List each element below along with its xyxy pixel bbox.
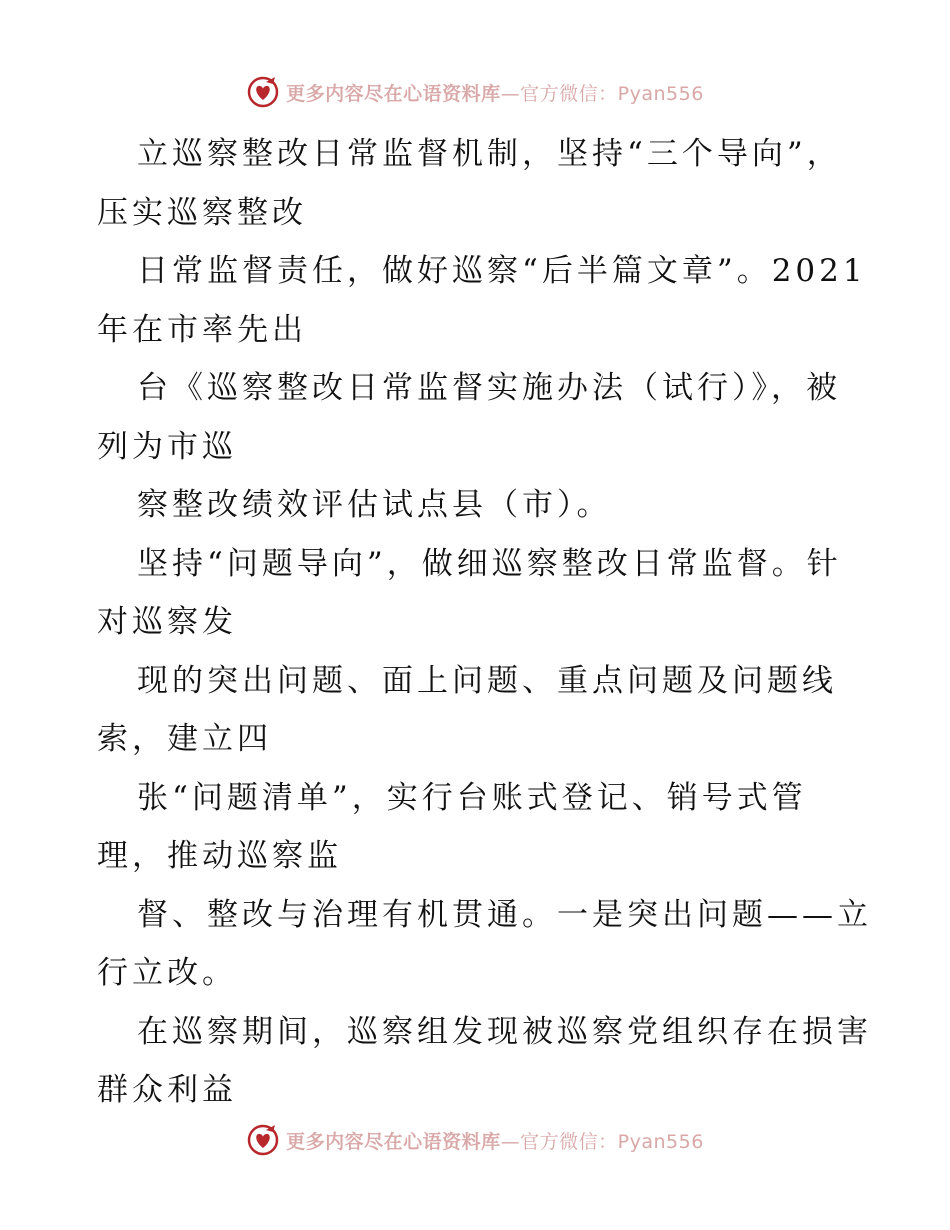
- watermark-library-text: 更多内容尽在心语资料库: [286, 1130, 501, 1153]
- body-text-line: 坚持“问题导向”，做细巡察整改日常监督。针: [137, 545, 842, 582]
- body-text-line: 现的突出问题、面上问题、重点问题及问题线: [137, 662, 837, 699]
- body-text-line: 对巡察发: [97, 604, 237, 640]
- body-text-line: 行立改。: [97, 955, 237, 991]
- watermark-footer: [0, 1120, 950, 1160]
- watermark-header: [0, 72, 950, 112]
- watermark-contact-text: —官方微信：Pyan556: [500, 82, 704, 105]
- body-text-line: 压实巡察整改: [97, 194, 307, 231]
- body-text-line: 群众利益: [97, 1072, 237, 1108]
- body-text-line: 察整改绩效评估试点县（市）。: [137, 487, 612, 523]
- body-text-line: 日常监督责任，做好巡察“后半篇文章”。2021: [137, 253, 867, 289]
- document-body: [97, 125, 872, 1120]
- watermark-library-text: 更多内容尽在心语资料库: [286, 82, 501, 105]
- body-text-line: 列为市巡: [97, 428, 237, 465]
- body-text-line: 立巡察整改日常监督机制，坚持“三个导向”，: [137, 136, 842, 172]
- heart-pen-logo-icon: [246, 75, 280, 109]
- body-text-line: 张“问题清单”，实行台账式登记、销号式管: [137, 779, 807, 816]
- body-text-line: 督、整改与治理有机贯通。一是突出问题——立: [137, 896, 872, 933]
- body-text-line: 索，建立四: [97, 721, 272, 757]
- watermark-contact-text: —官方微信：Pyan556: [500, 1130, 704, 1153]
- body-text-line: 在巡察期间，巡察组发现被巡察党组织存在损害: [137, 1013, 872, 1050]
- heart-pen-logo-icon: [246, 1123, 280, 1157]
- body-text-line: 理，推动巡察监: [97, 838, 342, 874]
- body-text-line: 年在市率先出: [97, 311, 307, 348]
- body-text-line: 台《巡察整改日常监督实施办法（试行）》，被: [137, 370, 841, 406]
